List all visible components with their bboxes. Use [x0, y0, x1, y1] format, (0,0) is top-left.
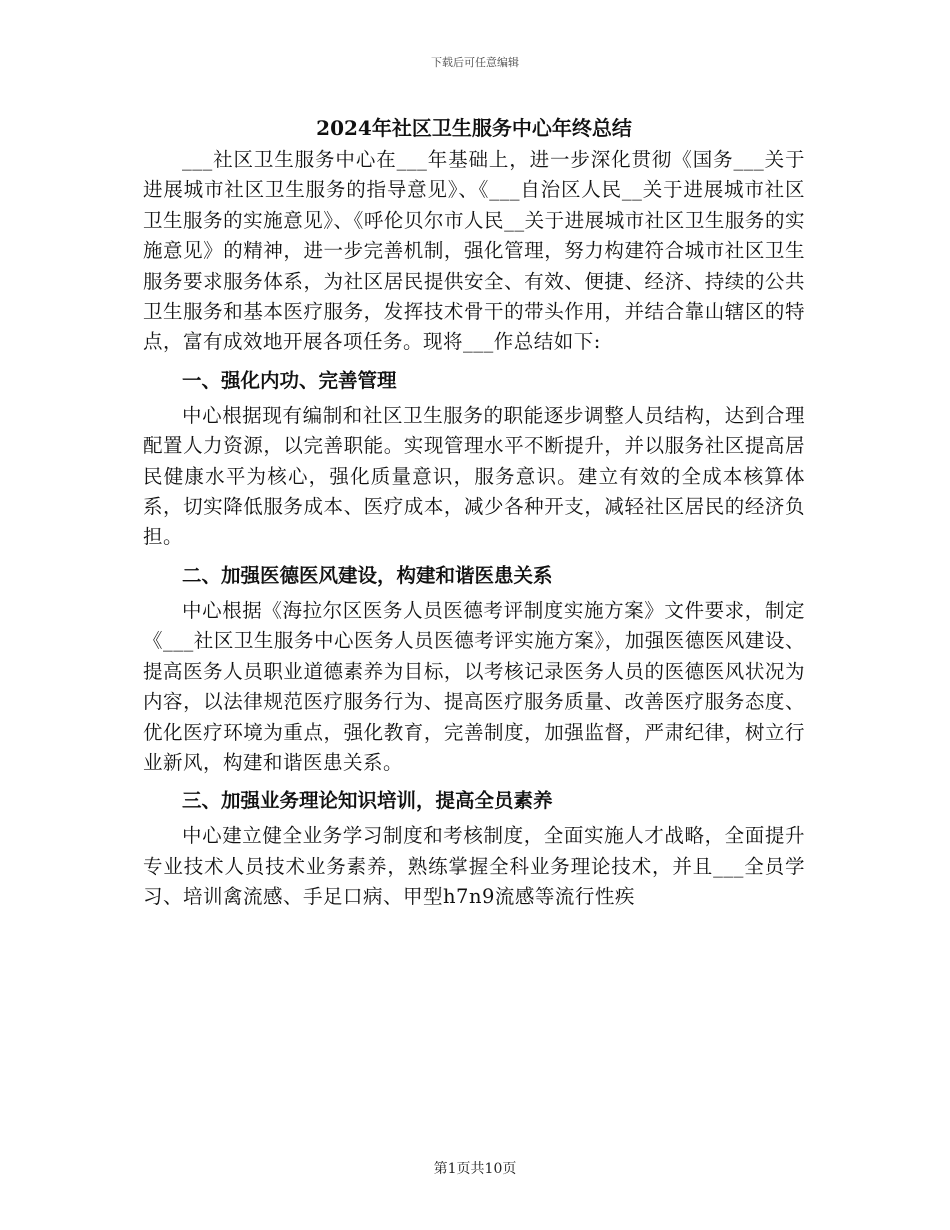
section-heading-3: 三、加强业务理论知识培训，提高全员素养	[182, 789, 553, 813]
section-body-3: 中心建立健全业务学习制度和考核制度，全面实施人才战略，全面提升专业技术人员技术业务素养，熟练掌握全科业务理论技术，并且___全员学习、培训禽流感、手足口病、甲型h7n9流感等流行性疾	[143, 824, 805, 909]
document-title: 2024年社区卫生服务中心年终总结	[316, 116, 632, 140]
section-body-1: 中心根据现有编制和社区卫生服务的职能逐步调整人员结构，达到合理配置人力资源，以完善职能。实现管理水平不断提升，并以服务社区提高居民健康水平为核心，强化质量意识，服务意识。建立有效的全成本核算体系，切实降低服务成本、医疗成本，减少各种开支，减轻社区居民的经济负担。	[143, 403, 805, 549]
page-header: 下载后可任意编辑	[431, 56, 519, 69]
page-number-footer: 第1页共10页	[433, 1161, 517, 1177]
section-heading-2: 二、加强医德医风建设，构建和谐医患关系	[182, 563, 553, 587]
intro-paragraph: ___社区卫生服务中心在___年基础上，进一步深化贯彻《国务___关于进展城市社区卫生服务的指导意见》、《___自治区人民__关于进展城市社区卫生服务的实施意见》、《呼伦贝尔市人民__关于进展城市社区卫生服务的实施意见》的精神，进一步完善机制，强化管理，努力构建符合城市社区卫生服务要求服务体系，为社区居民提供安全、有效、便捷、经济、持续的公共卫生服务和基本医疗服务，发挥技术骨干的带头作用，并结合靠山辖区的特点，富有成效地开展各项任务。现将___作总结如下:	[143, 148, 805, 354]
document-body	[143, 112, 805, 913]
section-heading-1: 一、强化内功、完善管理	[182, 368, 397, 392]
section-body-2: 中心根据《海拉尔区医务人员医德考评制度实施方案》文件要求，制定《___社区卫生服务中心医务人员医德考评实施方案》，加强医德医风建设、提高医务人员职业道德素养为目标，以考核记录医务人员的医德医风状况为内容，以法律规范医疗服务行为、提高医疗服务质量、改善医疗服务态度、优化医疗环境为重点，强化教育，完善制度，加强监督，严肃纪律，树立行业新风，构建和谐医患关系。	[143, 598, 805, 774]
